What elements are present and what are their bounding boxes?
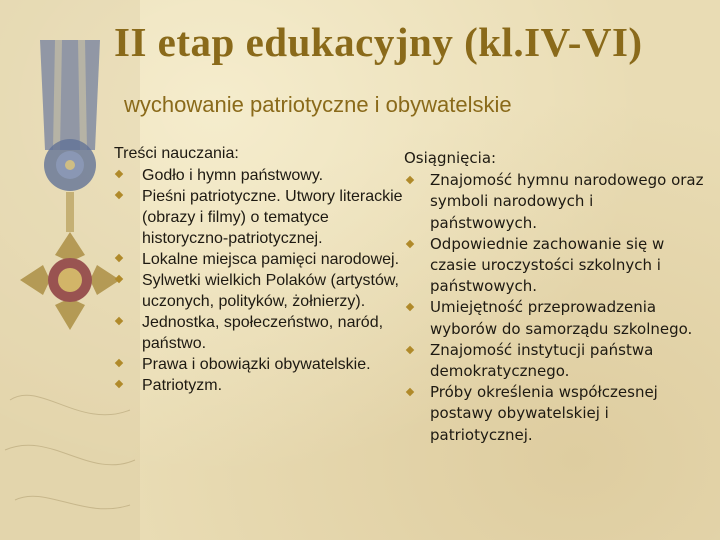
list-item (404, 170, 704, 234)
list-item-text: Odpowiednie zachowanie się w czasie uroczystości szkolnych i państwowych. (430, 234, 665, 296)
list-item-text: Sylwetki wielkich Polaków (artystów, uczonych, polityków, żołnierzy). (142, 272, 399, 310)
list-item (404, 297, 704, 339)
list-item-text: Umiejętność przeprowadzenia wyborów do samorządu szkolnego. (430, 298, 693, 338)
list-item-text: Jednostka, społeczeństwo, naród, państwo. (142, 314, 384, 352)
list-item (114, 270, 404, 312)
list-item (114, 375, 404, 396)
diamond-bullet-icon (406, 303, 414, 311)
list-item-text: Znajomość hymnu narodowego oraz symboli narodowych i państwowych. (430, 171, 704, 232)
diamond-bullet-icon (406, 176, 414, 184)
diamond-bullet-icon (115, 254, 123, 262)
content-header: Treści nauczania: (114, 145, 239, 162)
list-item (114, 354, 404, 375)
diamond-bullet-icon (115, 170, 123, 178)
diamond-bullet-icon (115, 275, 123, 283)
achievements-header: Osiągnięcia: (404, 149, 497, 167)
list-item (404, 234, 704, 298)
list-item-text: Lokalne miejsca pamięci narodowej. (142, 251, 400, 268)
achievements-column (404, 148, 704, 446)
achievements-list (404, 170, 704, 446)
content-list (114, 165, 404, 396)
list-item-text: Godło i hymn państwowy. (142, 167, 324, 184)
diamond-bullet-icon (406, 346, 414, 354)
list-item (114, 312, 404, 354)
list-item (114, 249, 404, 270)
diamond-bullet-icon (115, 359, 123, 367)
slide-title: II etap edukacyjny (kl.IV-VI) (114, 19, 643, 65)
list-item-text: Pieśni patriotyczne. Utwory literackie (obrazy i filmy) o tematyce historyczno-patriotycznej. (142, 188, 403, 247)
diamond-bullet-icon (406, 388, 414, 396)
diamond-bullet-icon (115, 317, 123, 325)
list-item-text: Prawa i obowiązki obywatelskie. (142, 356, 371, 373)
list-item-text: Próby określenia współczesnej postawy obywatelskiej i patriotycznej. (430, 383, 658, 444)
list-item-text: Patriotyzm. (142, 377, 223, 394)
list-item (114, 186, 404, 249)
content-column (114, 143, 404, 396)
diamond-bullet-icon (115, 191, 123, 199)
diamond-bullet-icon (406, 240, 414, 248)
list-item-text: Znajomość instytucji państwa demokratycznego. (430, 340, 654, 381)
list-item (404, 340, 704, 382)
list-item (114, 165, 404, 186)
slide-subtitle: wychowanie patriotyczne i obywatelskie (124, 92, 512, 117)
list-item (404, 382, 704, 446)
diamond-bullet-icon (115, 380, 123, 388)
